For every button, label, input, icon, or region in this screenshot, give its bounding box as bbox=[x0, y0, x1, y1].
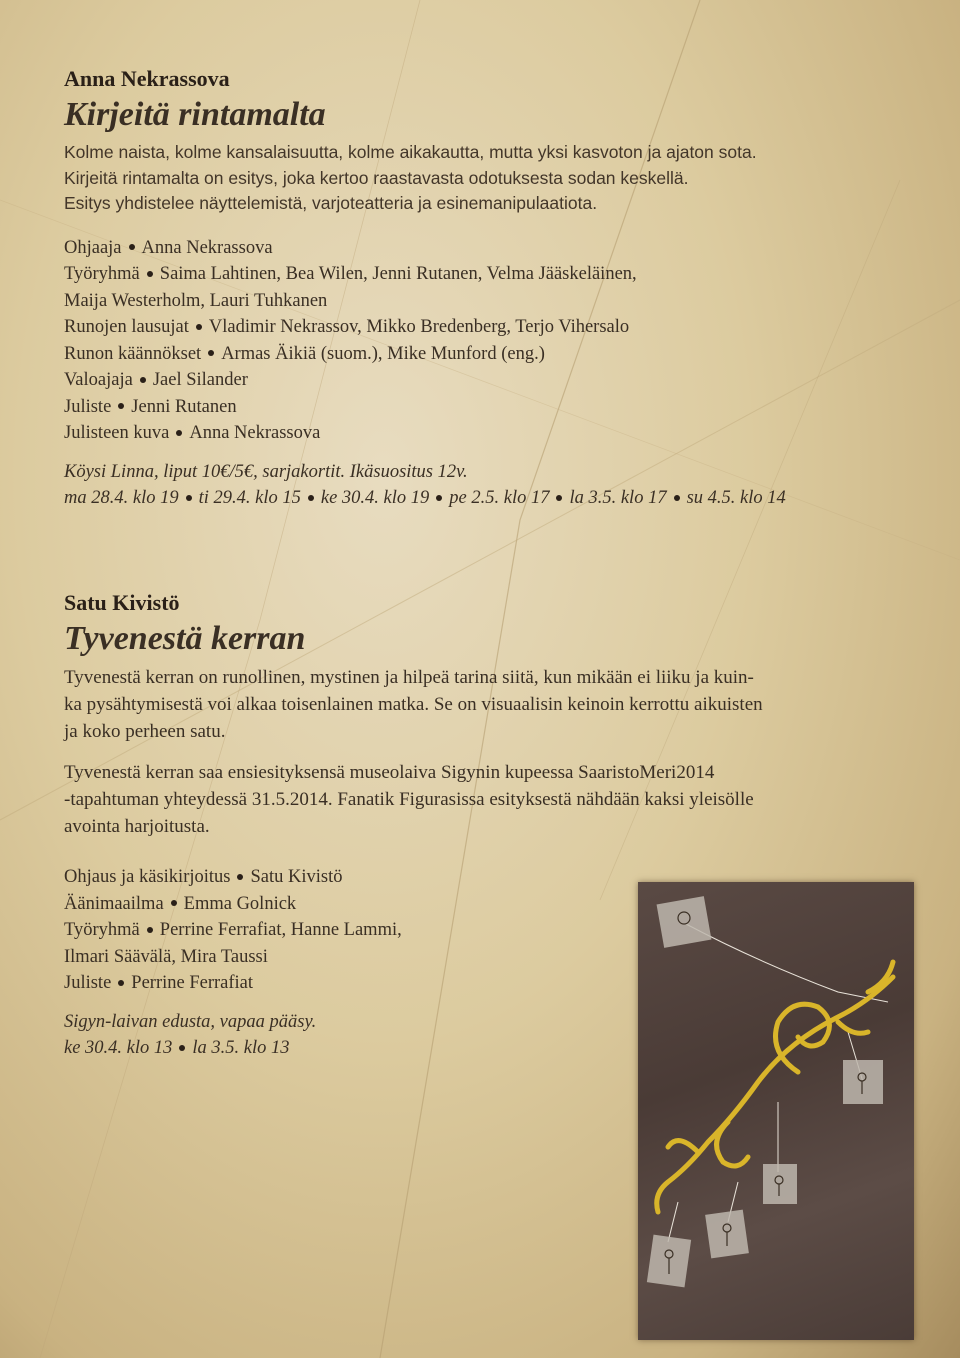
bullet-icon bbox=[118, 980, 124, 986]
bullet-icon bbox=[147, 271, 153, 277]
credit-line bbox=[64, 235, 900, 262]
credit-names: Maija Westerholm, Lauri Tuhkanen bbox=[64, 290, 328, 311]
performance-1-description bbox=[64, 140, 900, 217]
credit-names: Satu Kivistö bbox=[250, 867, 343, 887]
bullet-icon bbox=[237, 874, 243, 880]
credit-role: Työryhmä bbox=[64, 920, 140, 940]
performance-1-author: Anna Nekrassova bbox=[64, 66, 230, 91]
credit-role: Äänimaailma bbox=[64, 893, 164, 914]
credit-names: Vladimir Nekrassov, Mikko Bredenberg, Terjo Vihersalo bbox=[208, 317, 630, 337]
venue-info: Köysi Linna, liput 10€/5€, sarjakortit. Ikäsuositus 12v. bbox=[64, 461, 468, 482]
performance-2-title: Tyvenestä kerran bbox=[64, 620, 306, 657]
description-line: ja koko perheen satu. bbox=[64, 721, 226, 742]
show-date: la 3.5. klo 17 bbox=[569, 488, 667, 508]
credit-names: Jael Silander bbox=[152, 370, 248, 390]
description-line: Tyvenestä kerran on runollinen, mystinen ja hilpeä tarina siitä, kun mikään ei liiku ja kuin- bbox=[64, 667, 754, 688]
credit-names: Perrine Ferrafiat, Hanne Lammi, bbox=[159, 920, 402, 940]
credit-line bbox=[64, 261, 900, 288]
show-dates bbox=[64, 485, 900, 512]
poster-illustration bbox=[638, 882, 914, 1340]
credit-names: Ilmari Säävälä, Mira Taussi bbox=[64, 946, 268, 967]
venue-info: Sigyn-laivan edusta, vapaa pääsy. bbox=[64, 1011, 317, 1032]
credit-role: Julisteen kuva bbox=[64, 423, 170, 443]
description-line: ka pysähtymisestä voi alkaa toisenlainen matka. Se on visuaalisin keinoin kerrottu aikuisten bbox=[64, 694, 763, 715]
description-line: Tyvenestä kerran saa ensiesityksensä museolaiva Sigynin kupeessa SaaristoMeri2014 bbox=[64, 762, 715, 783]
credit-line bbox=[64, 314, 900, 341]
description-line: avointa harjoitusta. bbox=[64, 816, 210, 837]
credit-role: Ohjaaja bbox=[64, 237, 122, 258]
bullet-icon bbox=[140, 377, 146, 383]
credit-role: Työryhmä bbox=[64, 264, 140, 284]
description-line: Kirjeitä rintamalta on esitys, joka kertoo raastavasta odotuksesta sodan keskellä. bbox=[64, 167, 689, 188]
show-date: pe 2.5. klo 17 bbox=[449, 488, 550, 508]
bullet-icon bbox=[118, 403, 124, 409]
show-date: ti 29.4. klo 15 bbox=[198, 488, 301, 508]
credit-line bbox=[64, 341, 900, 368]
credit-names: Saima Lahtinen, Bea Wilen, Jenni Rutanen, Velma Jääskeläinen, bbox=[159, 264, 637, 284]
credit-role: Ohjaus ja käsikirjoitus bbox=[64, 867, 231, 887]
bullet-icon bbox=[129, 244, 135, 250]
performance-1-title: Kirjeitä rintamalta bbox=[64, 96, 326, 133]
credit-names: Perrine Ferrafiat bbox=[131, 973, 254, 993]
bullet-icon bbox=[308, 495, 314, 501]
credit-line bbox=[64, 420, 900, 447]
bullet-icon bbox=[147, 927, 153, 933]
credit-names: Anna Nekrassova bbox=[141, 237, 273, 258]
credit-names: Jenni Rutanen bbox=[131, 396, 237, 417]
bullet-icon bbox=[556, 495, 562, 501]
credit-names: Anna Nekrassova bbox=[189, 423, 321, 443]
credit-line bbox=[64, 367, 900, 394]
credit-line bbox=[64, 394, 900, 421]
bullet-icon bbox=[186, 495, 192, 501]
performance-2-description bbox=[64, 664, 894, 745]
performance-2-description-2 bbox=[64, 759, 894, 840]
bullet-icon bbox=[196, 324, 202, 330]
bullet-icon bbox=[171, 900, 177, 906]
performance-2-author: Satu Kivistö bbox=[64, 590, 180, 615]
performance-1-credits bbox=[64, 235, 900, 447]
credit-role: Juliste bbox=[64, 396, 112, 417]
bullet-icon bbox=[176, 430, 182, 436]
bullet-icon bbox=[674, 495, 680, 501]
description-line: Esitys yhdistelee näyttelemistä, varjoteatteria ja esinemanipulaatiota. bbox=[64, 193, 598, 213]
performance-1-info bbox=[64, 459, 900, 512]
credit-names: Armas Äikiä (suom.), Mike Munford (eng.) bbox=[221, 343, 545, 364]
description-line: -tapahtuman yhteydessä 31.5.2014. Fanatik Figurasissa esityksestä nähdään kaksi yleisölle bbox=[64, 789, 754, 810]
poster-image bbox=[638, 882, 914, 1340]
credit-role: Valoajaja bbox=[64, 370, 133, 390]
description-line: Kolme naista, kolme kansalaisuutta, kolme aikakautta, mutta yksi kasvoton ja ajaton sota. bbox=[64, 142, 757, 162]
bullet-icon bbox=[436, 495, 442, 501]
credit-role: Runon käännökset bbox=[64, 343, 202, 364]
show-date: ke 30.4. klo 19 bbox=[320, 488, 430, 508]
show-date: su 4.5. klo 14 bbox=[686, 488, 786, 508]
show-date: la 3.5. klo 13 bbox=[192, 1038, 290, 1058]
performance-1 bbox=[64, 66, 900, 512]
credit-names: Emma Golnick bbox=[183, 893, 297, 914]
credit-line bbox=[64, 288, 900, 315]
show-date: ma 28.4. klo 19 bbox=[64, 488, 179, 508]
show-date: ke 30.4. klo 13 bbox=[64, 1038, 173, 1058]
bullet-icon bbox=[179, 1045, 185, 1051]
bullet-icon bbox=[208, 350, 214, 356]
credit-role: Juliste bbox=[64, 973, 112, 993]
credit-role: Runojen lausujat bbox=[64, 317, 189, 337]
